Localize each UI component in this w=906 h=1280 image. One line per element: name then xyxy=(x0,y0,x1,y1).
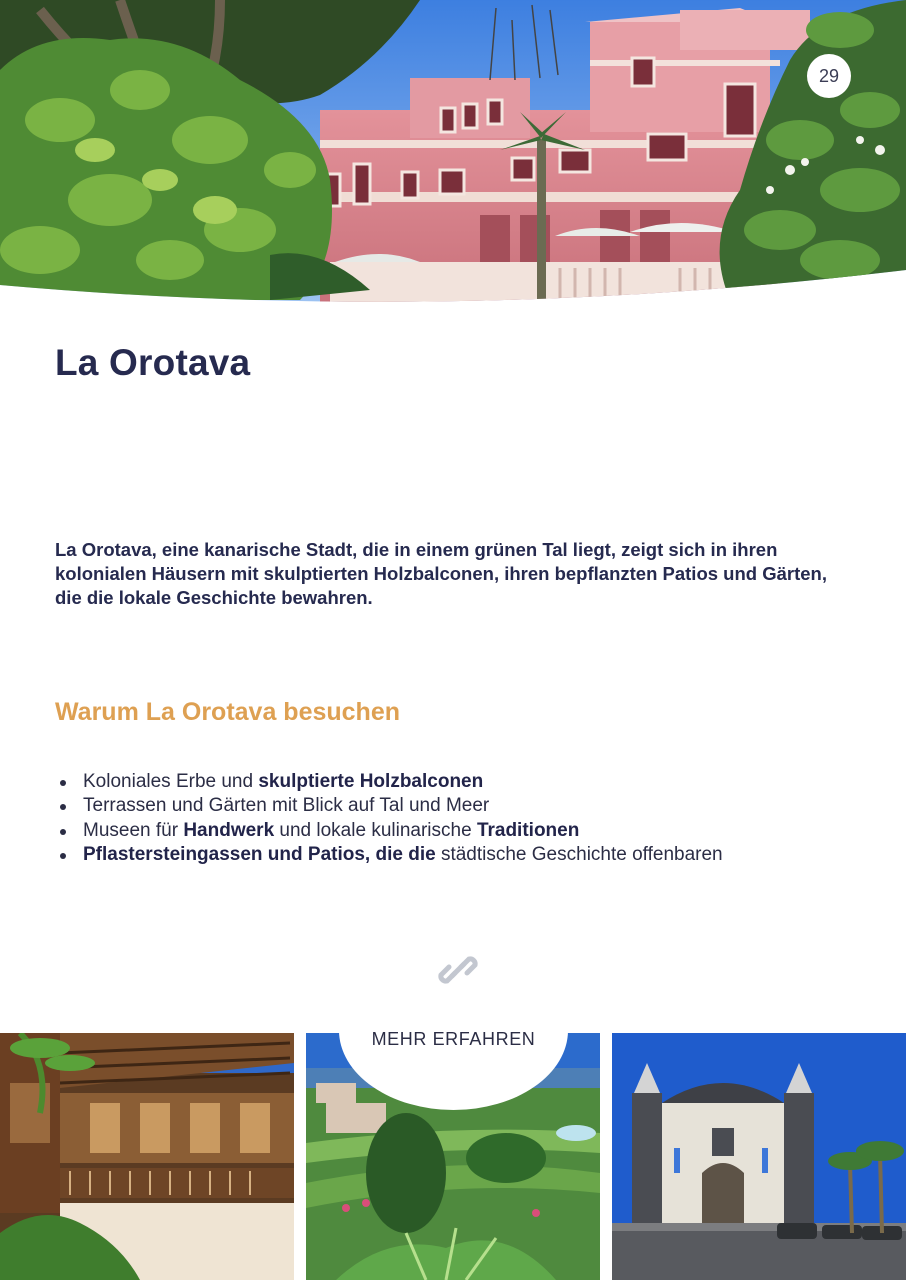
page-title: La Orotava xyxy=(55,342,251,383)
list-item: Pflastersteingassen und Patios, die die städtische Geschichte offenbaren xyxy=(55,843,855,867)
photo-wooden-balcony xyxy=(0,1033,294,1280)
photo-church xyxy=(612,1033,906,1280)
intro-paragraph: La Orotava, eine kanarische Stadt, die in einem grünen Tal liegt, zeigt sich in ihren kolonialen Häusern mit skulptierten Holzbalconen, ihren bepflanzten Patios und Gärten, die die lokale Geschichte bewahren. xyxy=(55,539,827,608)
section-heading: Warum La Orotava besuchen xyxy=(55,698,400,726)
page-number-badge: 29 xyxy=(807,54,851,98)
hero-image xyxy=(0,0,906,310)
list-item: Koloniales Erbe und skulptierte Holzbalconen xyxy=(55,770,855,794)
link-icon[interactable] xyxy=(438,950,478,990)
more-button[interactable]: MEHR ERFAHREN xyxy=(371,1029,536,1049)
reasons-list xyxy=(55,770,855,867)
list-item: Terrassen und Gärten mit Blick auf Tal und Meer xyxy=(55,794,855,818)
list-item: Museen für Handwerk und lokale kulinarische Traditionen xyxy=(55,819,855,843)
